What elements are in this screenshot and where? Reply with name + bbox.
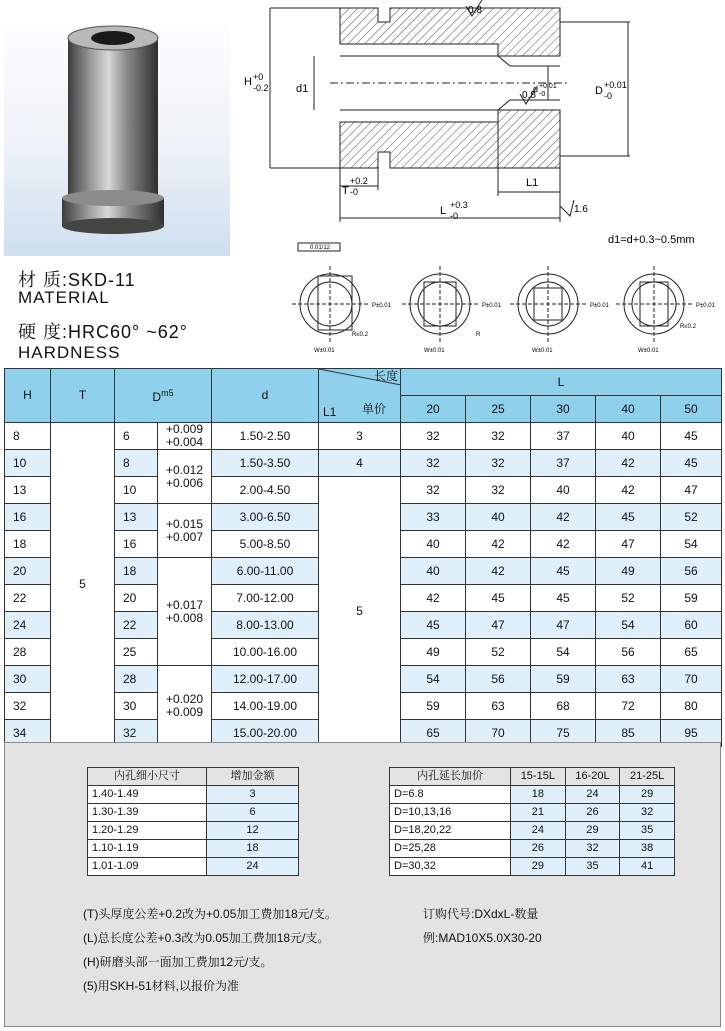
cell-H: 18 — [5, 531, 51, 558]
cell-d: 7.00-12.00 — [212, 585, 319, 612]
cell-L1-merged: 5 — [319, 477, 401, 747]
cell-price: 59 — [531, 666, 596, 693]
cell-tol: +0.009 +0.004 — [158, 423, 212, 450]
note-material-option: (5)用SKH-51材料,以报价为准 — [83, 979, 240, 993]
cell-D: 28 — [115, 666, 158, 693]
dim-D: D — [595, 85, 603, 97]
note-T-tolerance: (T)头厚度公差+0.2改为+0.05加工费加18元/支。 — [83, 907, 338, 921]
table-row — [88, 840, 299, 858]
fine-hole-amount: 3 — [207, 786, 299, 804]
ext-D: D=25,28 — [390, 840, 511, 858]
table-row — [390, 822, 675, 840]
cell-d: 3.00-6.50 — [212, 504, 319, 531]
order-code: 订购代号:DXdxL-数量 — [423, 907, 539, 921]
cell-L1: 4 — [319, 450, 401, 477]
note-H-grinding: (H)研磨头部一面加工费加12元/支。 — [83, 955, 273, 969]
header-L-30: 30 — [531, 396, 596, 423]
table-row — [390, 804, 675, 822]
table-row — [390, 858, 675, 876]
d1-formula: d1=d+0.3~0.5mm — [608, 234, 695, 246]
cell-price: 32 — [466, 423, 531, 450]
cell-H: 34 — [5, 720, 51, 747]
header-L-40: 40 — [596, 396, 661, 423]
section-view-3 — [510, 266, 586, 342]
cell-price: 54 — [531, 639, 596, 666]
cell-D: 16 — [115, 531, 158, 558]
ext-price: 32 — [620, 804, 675, 822]
dim-L: L — [440, 205, 447, 217]
cell-price: 65 — [401, 720, 466, 747]
cell-d: 1.50-3.50 — [212, 450, 319, 477]
cell-price: 80 — [661, 693, 722, 720]
cell-price: 42 — [401, 585, 466, 612]
header-D: $D^{m5}$ — [115, 369, 212, 423]
cell-price: 85 — [596, 720, 661, 747]
r-label-1: R≤0.2 — [352, 332, 368, 338]
ext-price: 26 — [511, 840, 566, 858]
product-photo — [4, 8, 230, 256]
section-view-1 — [292, 243, 368, 342]
cell-H: 20 — [5, 558, 51, 585]
cell-price: 63 — [466, 693, 531, 720]
table-row — [390, 840, 675, 858]
cell-tol: +0.017 +0.008 — [158, 558, 212, 666]
cell-D: 18 — [115, 558, 158, 585]
cell-price: 45 — [661, 423, 722, 450]
p-label-3: P±0.01 — [590, 303, 609, 309]
cell-D: 6 — [115, 423, 158, 450]
fine-hole-amount: 18 — [207, 840, 299, 858]
cell-price: 33 — [401, 504, 466, 531]
cell-price: 32 — [401, 450, 466, 477]
cell-price: 70 — [661, 666, 722, 693]
cell-D: 32 — [115, 720, 158, 747]
w-label-4: W±0.01 — [638, 348, 659, 354]
fine-hole-amount: 12 — [207, 822, 299, 840]
header-L-20: 20 — [401, 396, 466, 423]
r-label-4: R≤0.2 — [680, 324, 696, 330]
technical-drawing — [230, 0, 725, 365]
cell-price: 45 — [661, 450, 722, 477]
ext-price: 26 — [565, 804, 620, 822]
header-D-sup: m5 — [161, 388, 174, 398]
cell-H: 28 — [5, 639, 51, 666]
cell-price: 40 — [466, 504, 531, 531]
note-L-tolerance: (L)总长度公差+0.3改为0.05加工费加18元/支。 — [83, 931, 330, 945]
cell-D: 10 — [115, 477, 158, 504]
header-T: T — [51, 369, 115, 423]
p-label-4: P±0.01 — [696, 303, 715, 309]
cell-d: 14.00-19.00 — [212, 693, 319, 720]
cell-price: 47 — [596, 531, 661, 558]
cell-tol: +0.012 +0.006 — [158, 450, 212, 504]
header-length: 长度 — [373, 369, 398, 383]
ext-header-name: 内孔延长加价 — [390, 768, 511, 786]
cell-tol: +0.015 +0.007 — [158, 504, 212, 558]
cell-price: 45 — [466, 585, 531, 612]
hole-extension-table — [389, 767, 675, 876]
cell-price: 37 — [531, 423, 596, 450]
cell-price: 72 — [596, 693, 661, 720]
fine-hole-surcharge-table — [87, 767, 299, 876]
cell-price: 59 — [661, 585, 722, 612]
ext-price: 35 — [620, 822, 675, 840]
cell-price: 63 — [596, 666, 661, 693]
section-view-4 — [616, 266, 692, 342]
fine-hole-header-amount: 增加金额 — [207, 768, 299, 786]
cell-price: 65 — [661, 639, 722, 666]
cell-tol: +0.020 +0.009 — [158, 666, 212, 747]
ext-D: D=18,20,22 — [390, 822, 511, 840]
bottom-panel — [4, 742, 721, 1027]
cell-price: 60 — [661, 612, 722, 639]
ext-header-2: 16-20L — [565, 768, 620, 786]
w-label-3: W±0.01 — [532, 348, 553, 354]
cell-price: 75 — [531, 720, 596, 747]
cell-price: 52 — [596, 585, 661, 612]
cell-price: 56 — [466, 666, 531, 693]
ext-header-3: 21-25L — [620, 768, 675, 786]
cell-price: 42 — [596, 450, 661, 477]
table-row — [88, 786, 299, 804]
header-L: L — [401, 369, 722, 396]
cell-price: 45 — [531, 558, 596, 585]
dim-d-tol-plus: +0.01 — [539, 83, 557, 90]
cell-price: 42 — [531, 504, 596, 531]
order-example: 例:MAD10X5.0X30-20 — [423, 931, 542, 945]
cell-price: 52 — [661, 504, 722, 531]
table-row — [88, 822, 299, 840]
fine-hole-size: 1.40-1.49 — [88, 786, 207, 804]
cell-price: 54 — [661, 531, 722, 558]
cell-price: 45 — [531, 585, 596, 612]
dim-T-tol-plus: +0.2 — [350, 176, 368, 186]
cell-price: 32 — [466, 450, 531, 477]
dim-d-tol-minus: -0 — [539, 91, 546, 98]
ext-D: D=30,32 — [390, 858, 511, 876]
price-table — [4, 368, 722, 747]
cell-price: 32 — [466, 477, 531, 504]
header-H: H — [5, 369, 51, 423]
cell-price: 45 — [596, 504, 661, 531]
ext-price: 21 — [511, 804, 566, 822]
header-d: d — [212, 369, 319, 423]
cell-price: 32 — [401, 423, 466, 450]
hardness-label: 硬 度:HRC60° ~62° — [18, 322, 188, 342]
cell-price: 56 — [661, 558, 722, 585]
hardness-en-label: HARDNESS — [18, 343, 121, 362]
cell-d: 5.00-8.50 — [212, 531, 319, 558]
fine-hole-size: 1.30-1.39 — [88, 804, 207, 822]
cell-price: 42 — [466, 558, 531, 585]
fine-hole-size: 1.20-1.29 — [88, 822, 207, 840]
dim-L1: L1 — [526, 177, 539, 189]
ext-price: 29 — [565, 822, 620, 840]
table-row — [5, 423, 722, 450]
cell-d: 8.00-13.00 — [212, 612, 319, 639]
cell-price: 40 — [531, 477, 596, 504]
cell-price: 70 — [466, 720, 531, 747]
dim-D-tol-minus: -0 — [604, 91, 613, 101]
cell-price: 47 — [466, 612, 531, 639]
cell-price: 49 — [401, 639, 466, 666]
dim-H: H — [244, 76, 252, 88]
cell-price: 56 — [596, 639, 661, 666]
cell-price: 47 — [531, 612, 596, 639]
cell-price: 54 — [596, 612, 661, 639]
ext-price: 29 — [620, 786, 675, 804]
section-view-2 — [402, 266, 478, 342]
cell-H: 16 — [5, 504, 51, 531]
cell-D: 25 — [115, 639, 158, 666]
cell-L1: 3 — [319, 423, 401, 450]
cell-H: 13 — [5, 477, 51, 504]
dim-T-tol-minus: -0 — [350, 187, 359, 197]
ext-price: 38 — [620, 840, 675, 858]
header-L1-price — [319, 369, 401, 423]
bushing-illustration — [4, 8, 230, 256]
fine-hole-size: 1.10-1.19 — [88, 840, 207, 858]
cell-price: 49 — [596, 558, 661, 585]
ext-price: 29 — [511, 858, 566, 876]
cell-price: 42 — [531, 531, 596, 558]
cell-d: 6.00-11.00 — [212, 558, 319, 585]
cell-price: 42 — [596, 477, 661, 504]
p-label-2: P±0.01 — [482, 303, 501, 309]
w-label-2: W±0.01 — [424, 348, 445, 354]
ext-price: 35 — [565, 858, 620, 876]
cell-H: 32 — [5, 693, 51, 720]
roughness-bore: 0.8 — [522, 90, 536, 101]
header-L-50: 50 — [661, 396, 722, 423]
cell-price: 40 — [401, 531, 466, 558]
fine-hole-amount: 24 — [207, 858, 299, 876]
cell-price: 42 — [466, 531, 531, 558]
cell-price: 95 — [661, 720, 722, 747]
dim-L-tol-minus: -0 — [450, 211, 459, 221]
ext-header-1: 15-15L — [511, 768, 566, 786]
dim-H-tol-plus: +0 — [253, 72, 264, 82]
cell-price: 45 — [401, 612, 466, 639]
ext-D: D=6.8 — [390, 786, 511, 804]
cell-T-merged: 5 — [51, 423, 115, 747]
cell-d: 1.50-2.50 — [212, 423, 319, 450]
header-L-25: 25 — [466, 396, 531, 423]
ext-price: 18 — [511, 786, 566, 804]
cell-price: 52 — [466, 639, 531, 666]
table-row — [88, 804, 299, 822]
fine-hole-amount: 6 — [207, 804, 299, 822]
cell-H: 8 — [5, 423, 51, 450]
dim-L-tol-plus: +0.3 — [450, 200, 468, 210]
cell-D: 20 — [115, 585, 158, 612]
cell-price: 32 — [401, 477, 466, 504]
dim-H-tol-minus: -0.2 — [253, 83, 269, 93]
material-en-label: MATERIAL — [18, 288, 110, 307]
header-L1: L1 — [323, 405, 337, 419]
cell-D: 13 — [115, 504, 158, 531]
cell-D: 8 — [115, 450, 158, 477]
flatness-label: 0.01/12 — [310, 245, 331, 251]
table-row — [390, 786, 675, 804]
cell-price: 37 — [531, 450, 596, 477]
cell-d: 12.00-17.00 — [212, 666, 319, 693]
ext-price: 32 — [565, 840, 620, 858]
roughness-top: 0.8 — [468, 5, 482, 16]
dim-d1: d1 — [296, 83, 309, 95]
cell-price: 40 — [401, 558, 466, 585]
table-row — [88, 858, 299, 876]
cell-d: 15.00-20.00 — [212, 720, 319, 747]
material-label: 材 质:SKD-11 — [18, 270, 136, 290]
p-label-1: P±0.01 — [372, 303, 391, 309]
dim-D-tol-plus: +0.01 — [604, 80, 627, 90]
cell-d: 2.00-4.50 — [212, 477, 319, 504]
cell-price: 47 — [661, 477, 722, 504]
cell-H: 24 — [5, 612, 51, 639]
cell-H: 10 — [5, 450, 51, 477]
cell-d: 10.00-16.00 — [212, 639, 319, 666]
ext-price: 24 — [511, 822, 566, 840]
cell-D: 22 — [115, 612, 158, 639]
ext-price: 24 — [565, 786, 620, 804]
header-price: 单价 — [361, 402, 386, 416]
cell-H: 30 — [5, 666, 51, 693]
roughness-end: 1.6 — [574, 204, 588, 215]
dim-T: T — [342, 185, 349, 197]
cell-price: 68 — [531, 693, 596, 720]
fine-hole-size: 1.01-1.09 — [88, 858, 207, 876]
cell-price: 40 — [596, 423, 661, 450]
ext-price: 41 — [620, 858, 675, 876]
r-label-2: R — [476, 332, 481, 338]
fine-hole-header-size: 内孔细小尺寸 — [88, 768, 207, 786]
cell-D: 30 — [115, 693, 158, 720]
w-label-1: W±0.01 — [314, 348, 335, 354]
cell-H: 22 — [5, 585, 51, 612]
dim-d: d — [533, 84, 539, 94]
cell-price: 59 — [401, 693, 466, 720]
cell-price: 54 — [401, 666, 466, 693]
ext-D: D=10,13,16 — [390, 804, 511, 822]
